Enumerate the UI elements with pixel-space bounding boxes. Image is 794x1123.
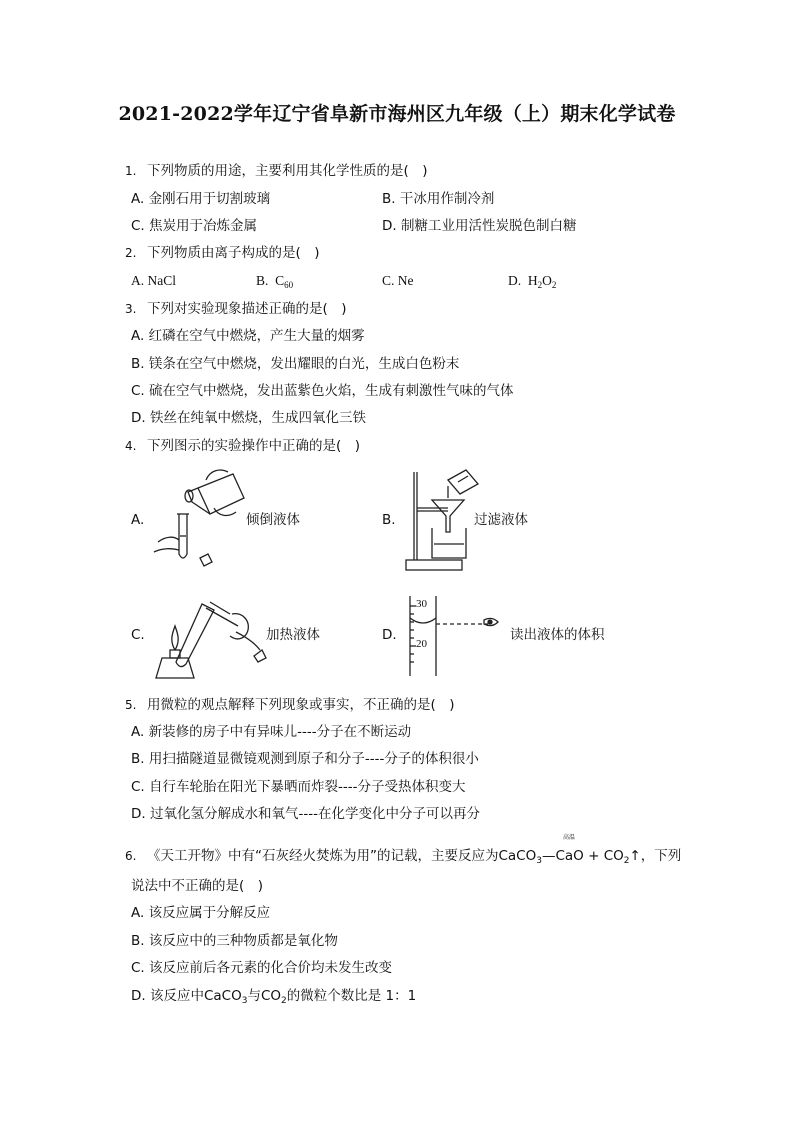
option-4d-caption: 读出液体的体积 — [510, 627, 605, 643]
reaction-arrow: — — [541, 848, 556, 864]
question-3-stem: 3. 下列对实验现象描述正确的是( ) — [125, 301, 347, 317]
pouring-liquid-figure — [148, 466, 248, 570]
option-6c[interactable]: C. 该反应前后各元素的化合价均未发生改变 — [131, 960, 393, 976]
question-number: 3. — [125, 302, 137, 316]
question-number: 1. — [125, 164, 137, 178]
option-3d[interactable]: D. 铁丝在纯氧中燃烧，生成四氧化三铁 — [131, 410, 366, 426]
option-6b[interactable]: B. 该反应中的三种物质都是氧化物 — [131, 933, 338, 949]
exam-title: 2021-2022学年辽宁省阜新市海州区九年级（上）期末化学试卷 — [118, 103, 676, 125]
option-3c[interactable]: C. 硫在空气中燃烧，发出蓝紫色火焰，生成有刺激性气味的气体 — [131, 383, 514, 399]
option-6a[interactable]: A. 该反应属于分解反应 — [131, 905, 271, 921]
option-4c-label[interactable]: C. — [131, 627, 145, 643]
option-1b[interactable]: B. 干冰用作制冷剂 — [382, 191, 495, 207]
heating-liquid-figure — [150, 592, 268, 684]
option-4a-caption: 倾倒液体 — [246, 512, 300, 528]
option-4b-label[interactable]: B. — [382, 512, 396, 528]
option-3a[interactable]: A. 红磷在空气中燃烧，产生大量的烟雾 — [131, 328, 365, 344]
question-number: 6. — [125, 849, 137, 863]
option-4c-caption: 加热液体 — [266, 627, 320, 643]
option-5c[interactable]: C. 自行车轮胎在阳光下暴晒而炸裂----分子受热体积变大 — [131, 779, 466, 795]
option-2b[interactable]: B. $C_{60}$ — [256, 273, 294, 290]
option-2a[interactable]: A. NaCl — [131, 273, 176, 288]
option-5d[interactable]: D. 过氧化氢分解成水和氧气----在化学变化中分子可以再分 — [131, 806, 480, 822]
option-1c[interactable]: C. 焦炭用于冶炼金属 — [131, 218, 258, 234]
reaction-condition: 高温 — [563, 834, 576, 841]
option-4b-caption: 过滤液体 — [474, 512, 528, 528]
option-2d[interactable]: D. $H_2O_2$ — [508, 273, 557, 290]
option-2c[interactable]: C. Ne — [382, 273, 414, 288]
option-4a-label[interactable]: A. — [131, 512, 145, 528]
question-5-stem: 5. 用微粒的观点解释下列现象或事实，不正确的是( ) — [125, 697, 455, 713]
graduated-cylinder-figure — [402, 594, 502, 678]
question-4-stem: 4. 下列图示的实验操作中正确的是( ) — [125, 438, 361, 454]
filtration-figure — [402, 466, 482, 574]
option-3b[interactable]: B. 镁条在空气中燃烧，发出耀眼的白光，生成白色粉末 — [131, 356, 460, 372]
question-number: 4. — [125, 439, 137, 453]
option-6d[interactable]: D. 该反应中CaCO$_3$与$CO_2$的微粒个数比是 1：1 — [131, 988, 417, 1006]
question-2-stem: 2. 下列物质由离子构成的是( ) — [125, 245, 320, 261]
question-6-stem-line2: 说法中不正确的是( ) — [131, 878, 264, 894]
option-1d[interactable]: D. 制糖工业用活性炭脱色制白糖 — [382, 218, 577, 234]
option-5b[interactable]: B. 用扫描隧道显微镜观测到原子和分子----分子的体积很小 — [131, 751, 479, 767]
cylinder-tick-label: 30 — [416, 598, 427, 610]
option-5a[interactable]: A. 新装修的房子中有异味儿----分子在不断运动 — [131, 724, 412, 740]
option-4d-label[interactable]: D. — [382, 627, 397, 643]
question-1-stem: 1. 下列物质的用途，主要利用其化学性质的是( ) — [125, 163, 428, 179]
question-number: 5. — [125, 698, 137, 712]
option-1a[interactable]: A. 金刚石用于切割玻璃 — [131, 191, 271, 207]
cylinder-tick-label: 20 — [416, 638, 427, 650]
question-number: 2. — [125, 246, 137, 260]
question-6-stem: 6. 《天工开物》中有“石灰经火焚炼为用”的记载，主要反应为CaCO$_3$—CaO + $CO_2↑$，下列 — [125, 848, 682, 866]
